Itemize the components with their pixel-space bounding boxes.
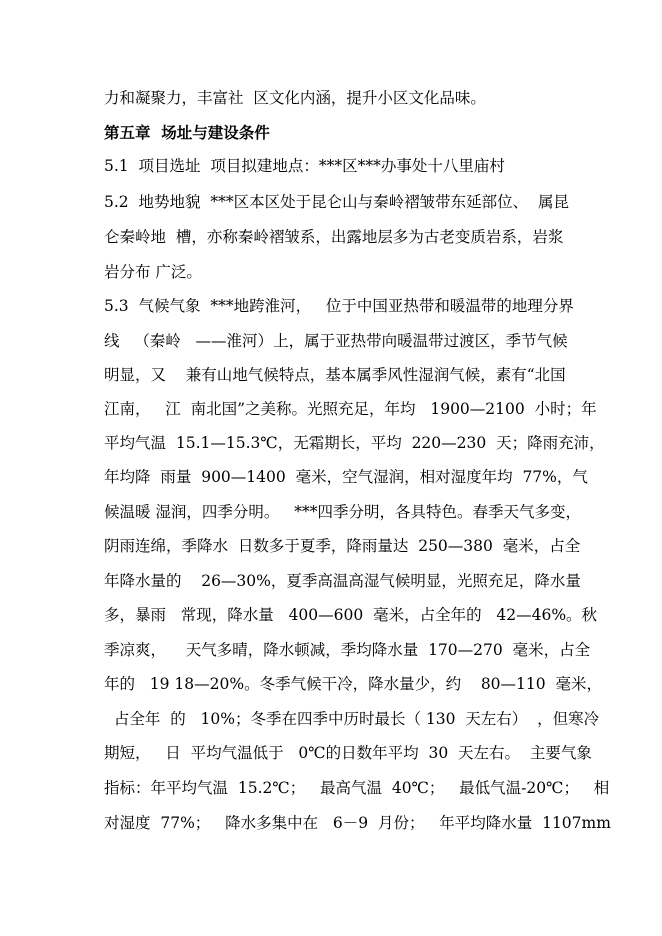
chapter-heading: 第五章 场址与建设条件 [104,123,270,142]
section-5-3-line-16: 对湿度 77%； 降水多集中在 6－9 月份； 年平均降水量 1107mm [104,814,611,832]
section-5-3-line-3: 明显，又 兼有山地气候特点，基本属季风性湿润气候，素有“北国 [104,366,566,384]
section-5-1-line: 5.1 项目选址 项目拟建地点：***区***办事处十八里庙村 [104,157,505,175]
section-5-3-line-12: 年的 19 18—20%。冬季气候干冷，降水量少，约 80—110 毫米， [104,675,602,693]
section-5-3-line-10: 多，暴雨 常现，降水量 400—600 毫米，占全年的 42—46%。秋 [104,606,598,624]
section-5-2-line-2: 仑秦岭地 槽，亦称秦岭褶皱系，出露地层多为古老变质岩系，岩浆 [104,228,564,246]
section-5-3-line-1: 5.3 气候气象 ***地跨淮河， 位于中国亚热带和暖温带的地理分界 [104,297,574,315]
section-5-3-line-11: 季凉爽， 天气多晴，降水顿减，季均降水量 170—270 毫米，占全 [104,641,591,659]
section-5-2-line-1: 5.2 地势地貌 ***区本区处于昆仑山与秦岭褶皱带东延部位、 属昆 [104,193,569,211]
section-5-3-line-15: 指标：年平均气温 15.2℃； 最高气温 40℃； 最低气温-20℃； 相 [104,779,610,797]
section-5-3-line-7: 候温暖 湿润，四季分明。 ***四季分明，各具特色。春季天气多变， [104,503,581,521]
section-5-3-line-9: 年降水量的 26—30%，夏季高温高湿气候明显，光照充足，降水量 [104,572,581,590]
section-5-3-line-6: 年均降 雨量 900—1400 毫米，空气湿润，相对湿度年均 77%，气 [104,468,588,486]
section-5-3-line-13: 占全年 的 10%；冬季在四季中历时最长（ 130 天左右） ，但寒冷 [104,710,600,728]
section-5-3-line-5: 平均气温 15.1—15.3℃，无霜期长，平均 220—230 天；降雨充沛， [104,434,605,452]
section-5-2-line-3: 岩分布 广泛。 [104,263,202,281]
section-5-3-line-14: 期短， 日 平均气温低于 0℃的日数年平均 30 天左右。 主要气象 [104,744,592,762]
section-5-3-line-2: 线 （秦岭 ——淮河）上，属于亚热带向暖温带过渡区，季节气候 [104,332,568,350]
section-5-3-line-8: 阴雨连绵，季降水 日数多于夏季，降雨量达 250—380 毫米，占全 [104,537,581,555]
paragraph-line-1: 力和凝聚力，丰富社 区文化内涵，提升小区文化品味。 [104,89,486,107]
section-5-3-line-4: 江南， 江 南北国”之美称。光照充足，年均 1900—2100 小时；年 [104,400,597,418]
